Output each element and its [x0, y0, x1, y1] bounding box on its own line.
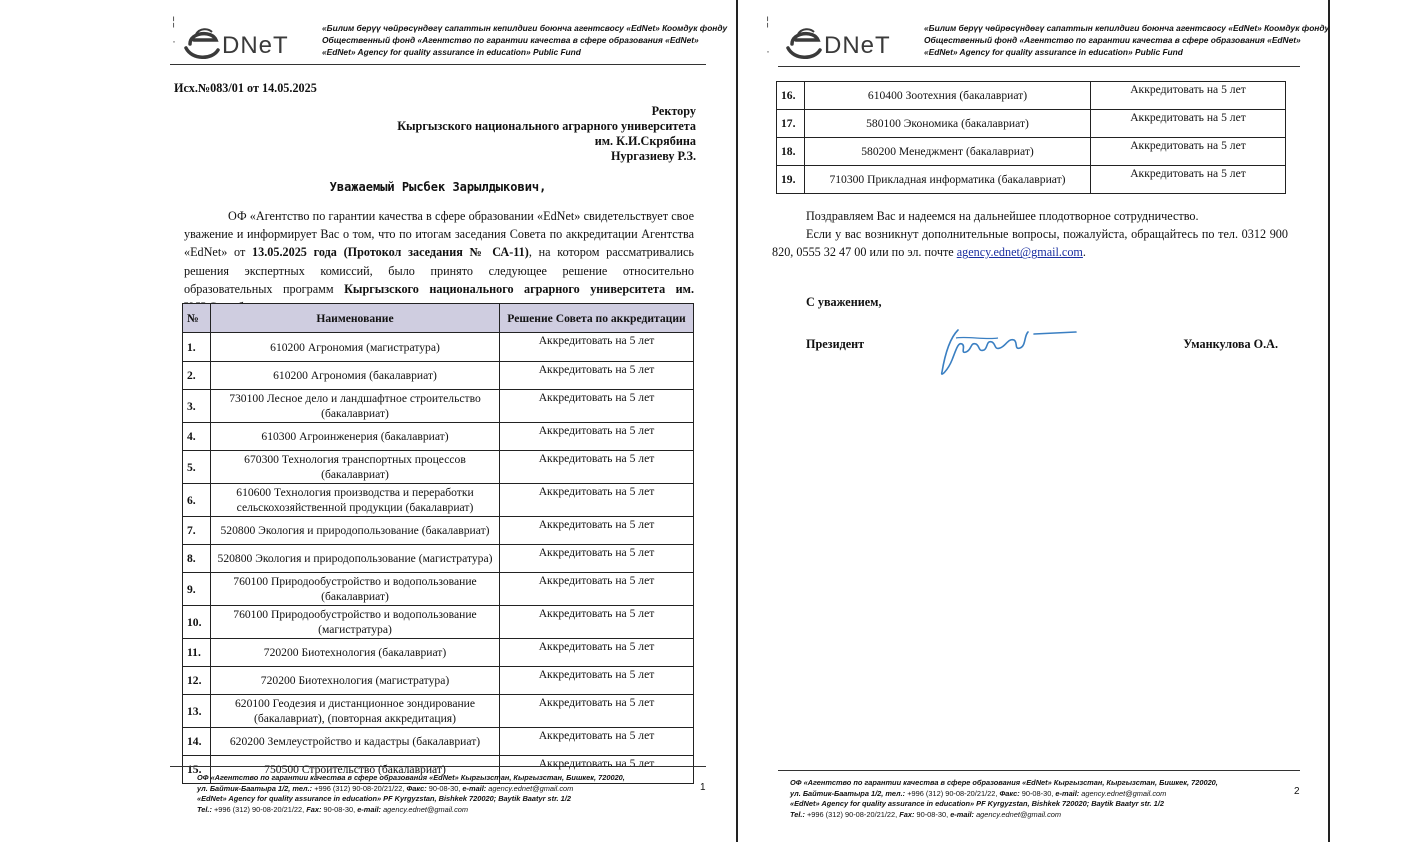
table-row: [183, 451, 694, 484]
accreditation-decision: Аккредитовать на 5 лет: [500, 484, 694, 517]
intro-text: ОФ «Агентство по гарантии качества в сфере образовании «EdNet» свидетельствует свое уважение и информирует Вас о том, что по итогам заседания Совета по аккредитации Агентства «EdNet» от: [184, 209, 694, 260]
table-row: [777, 166, 1286, 194]
footer-divider: [170, 766, 706, 767]
program-name: 610200 Агрономия (магистратура): [211, 333, 500, 362]
outgoing-number: Исх.№083/01 от 14.05.2025: [174, 81, 317, 95]
intro-bold-date: 13.05.2025 года (Протокол заседания № СА-11): [252, 245, 529, 260]
page-number: 1: [700, 782, 706, 793]
row-number: 11.: [183, 639, 211, 667]
accreditation-decision: Аккредитовать на 5 лет: [500, 695, 694, 728]
signer-name: Уманкулова О.А.: [1183, 337, 1278, 351]
org-name-english: «EdNet» Agency for quality assurance in education» Public Fund: [322, 47, 581, 57]
accreditation-decision: Аккредитовать на 5 лет: [500, 517, 694, 545]
intro-bold-university: Кыргызского национального аграрного университета им.: [344, 281, 694, 296]
footer-text: 90-08-30,: [323, 804, 358, 814]
program-name: 670300 Технология транспортных процессов (бакалавриат): [211, 451, 500, 484]
footer-line: «EdNet» Agency for quality assurance in education» PF Kyrgyzstan, Bishkek 720020; Baytik Baatyr str. 1/2: [197, 794, 571, 804]
ednet-logo: [182, 22, 312, 62]
table-row: [777, 138, 1286, 166]
scan-mark: ¦: [766, 14, 770, 28]
letterhead-divider: [778, 66, 1300, 67]
intro-paragraph: [184, 207, 694, 316]
program-name: 610200 Агрономия (бакалавриат): [211, 362, 500, 390]
program-name: 580200 Менеджмент (бакалавриат): [805, 138, 1091, 166]
table-row: [183, 728, 694, 756]
row-number: 8.: [183, 545, 211, 573]
header-decision: Решение Совета по аккредитации: [500, 304, 694, 333]
ednet-logo-icon: [784, 22, 914, 62]
closing-paragraph: Поздравляем Вас и надеемся на дальнейшее плодотворное сотрудничество. Если у вас возникнут дополнительные вопросы, пожалуйста, обращайтесь по тел. 0312 900 820, 0555 32 47 00 или по эл. почте agency.ednet@gmail.com.: [772, 209, 1288, 260]
closing-line: Если у вас возникнут дополнительные вопросы, пожалуйста, обращайтесь по тел. 0312 900 820, 0555 32 47 00 или по эл. почте: [772, 227, 1288, 260]
org-name-kyrgyz: «Билим берүү чөйрөсүндөгү сапаттын кепилдиги боюнча агентсвосу «EdNet» Коомдук фонду: [924, 23, 1330, 33]
letterhead: [182, 18, 728, 66]
email-link[interactable]: agency.ednet@gmail.com: [956, 245, 1083, 260]
salutation: Уважаемый Рысбек Зарылдыкович,: [329, 180, 547, 194]
row-number: 18.: [777, 138, 805, 166]
row-number: 2.: [183, 362, 211, 390]
footer-text: 90-08-30,: [428, 783, 463, 793]
signer-position: Президент: [806, 337, 865, 351]
program-name: 760100 Природообустройство и водопользование (магистратура): [211, 606, 500, 639]
row-number: 3.: [183, 390, 211, 423]
table-row: [183, 695, 694, 728]
table-row: [183, 606, 694, 639]
footer-text: +996 (312) 90-08-20/21/22,: [806, 809, 900, 819]
footer-text: e-mail:: [1055, 788, 1082, 798]
addressee-line: Кыргызского национального аграрного университета: [397, 119, 696, 133]
accreditation-table: [182, 303, 694, 784]
program-name: 610300 Агроинженерия (бакалавриат): [211, 423, 500, 451]
program-name: 750500 Строительство (бакалавриат): [211, 756, 500, 784]
intro-text: , на котором рассматривались решения экспертных комиссий, было принято следующее решение относительно образовательных программ: [184, 245, 694, 296]
header-number: №: [183, 304, 211, 333]
footer-text: ул. Байтик-Баатыра 1/2, тел.:: [197, 783, 315, 793]
table-row: [183, 484, 694, 517]
scan-mark: ·: [766, 44, 770, 58]
document-page-2: [736, 0, 1330, 842]
accreditation-decision: Аккредитовать на 5 лет: [500, 639, 694, 667]
row-number: 15.: [183, 756, 211, 784]
table-row: [183, 573, 694, 606]
accreditation-decision: Аккредитовать на 5 лет: [500, 606, 694, 639]
letterhead: [784, 18, 1330, 66]
organization-names: [322, 22, 727, 58]
table-row: [777, 82, 1286, 110]
footer-text: +996 (312) 90-08-20/21/22,: [907, 788, 1000, 798]
program-name: 720200 Биотехнология (бакалавриат): [211, 639, 500, 667]
svg-text:DNeT: DNeT: [824, 32, 891, 59]
footer-line: ОФ «Агентство по гарантии качества в сфере образования «EdNet» Кыргызстан, Кыргызстан, Бишкек, 720020,: [790, 778, 1218, 788]
program-name: 610400 Зоотехния (бакалавриат): [805, 82, 1091, 110]
footer-text: Факс:: [406, 783, 429, 793]
scan-mark: ¦: [172, 14, 176, 28]
organization-names: [924, 22, 1329, 58]
page-number: 2: [1294, 786, 1300, 797]
footer-text: e-mail:: [462, 783, 489, 793]
program-name: 730100 Лесное дело и ландшафтное строительство (бакалавриат): [211, 390, 500, 423]
table-body: [777, 82, 1286, 194]
program-name: 520800 Экология и природопользование (магистратура): [211, 545, 500, 573]
addressee-line: им. К.И.Скрябина: [594, 134, 696, 148]
accreditation-decision: Аккредитовать на 5 лет: [500, 756, 694, 784]
footer-email: agency.ednet@gmail.com: [488, 783, 574, 793]
footer-text: +996 (312) 90-08-20/21/22,: [314, 783, 407, 793]
accreditation-decision: Аккредитовать на 5 лет: [1091, 82, 1286, 110]
accreditation-decision: Аккредитовать на 5 лет: [500, 423, 694, 451]
program-name: 620100 Геодезия и дистанционное зондирование (бакалавриат), (повторная аккредитация): [211, 695, 500, 728]
footer: [197, 773, 625, 815]
row-number: 12.: [183, 667, 211, 695]
accreditation-decision: Аккредитовать на 5 лет: [500, 333, 694, 362]
program-name: 710300 Прикладная информатика (бакалавриат): [805, 166, 1091, 194]
accreditation-decision: Аккредитовать на 5 лет: [500, 728, 694, 756]
table-row: [183, 423, 694, 451]
accreditation-decision: Аккредитовать на 5 лет: [500, 667, 694, 695]
scan-mark: ·: [172, 34, 176, 48]
footer-line: ОФ «Агентство по гарантии качества в сфере образования «EdNet» Кыргызстан, Кыргызстан, Бишкек, 720020,: [197, 773, 625, 783]
ednet-logo-icon: [182, 22, 312, 62]
table-row: [183, 639, 694, 667]
footer-text: Tel.:: [790, 809, 807, 819]
closing-line: Поздравляем Вас и надеемся на дальнейшее плодотворное сотрудничество.: [806, 209, 1199, 223]
footer-text: Факс:: [999, 788, 1022, 798]
row-number: 7.: [183, 517, 211, 545]
footer-text: Tel.:: [197, 804, 214, 814]
program-name: 620200 Землеустройство и кадастры (бакалавриат): [211, 728, 500, 756]
letterhead-divider: [170, 64, 706, 65]
footer-text: 90-08-30,: [1021, 788, 1056, 798]
addressee-block: [397, 104, 696, 164]
accreditation-decision: Аккредитовать на 5 лет: [1091, 166, 1286, 194]
table-row: [183, 333, 694, 362]
accreditation-decision: Аккредитовать на 5 лет: [500, 545, 694, 573]
table-row: [183, 362, 694, 390]
row-number: 6.: [183, 484, 211, 517]
footer-text: Fax:: [306, 804, 324, 814]
row-number: 10.: [183, 606, 211, 639]
accreditation-decision: Аккредитовать на 5 лет: [500, 573, 694, 606]
table-row: [777, 110, 1286, 138]
accreditation-decision: Аккредитовать на 5 лет: [1091, 110, 1286, 138]
row-number: 13.: [183, 695, 211, 728]
table-row: [183, 390, 694, 423]
program-name: 760100 Природообустройство и водопользование (бакалавриат): [211, 573, 500, 606]
addressee-line: Ректору: [651, 104, 696, 118]
footer-text: 90-08-30,: [916, 809, 951, 819]
footer-email: agency.ednet@gmail.com: [976, 809, 1062, 819]
program-name: 610600 Технология производства и переработки сельскохозяйственной продукции (бакалавриат): [211, 484, 500, 517]
org-name-russian: Общественный фонд «Агентство по гарантии качества в сфере образования «EdNet»: [924, 35, 1301, 45]
row-number: 4.: [183, 423, 211, 451]
row-number: 5.: [183, 451, 211, 484]
footer-text: e-mail:: [950, 809, 977, 819]
handwritten-signature: [936, 320, 1086, 380]
accreditation-decision: Аккредитовать на 5 лет: [500, 390, 694, 423]
footer-text: ул. Байтик-Баатыра 1/2, тел.:: [790, 788, 908, 798]
table-row: [183, 517, 694, 545]
row-number: 14.: [183, 728, 211, 756]
addressee-line: Нургазиеву Р.З.: [610, 149, 696, 163]
table-header-row: [183, 304, 694, 333]
program-name: 520800 Экология и природопользование (бакалавриат): [211, 517, 500, 545]
program-name: 720200 Биотехнология (магистратура): [211, 667, 500, 695]
row-number: 19.: [777, 166, 805, 194]
org-name-russian: Общественный фонд «Агентство по гарантии качества в сфере образования «EdNet»: [322, 35, 699, 45]
footer-line: «EdNet» Agency for quality assurance in education» PF Kyrgyzstan, Bishkek 720020; Baytik Baatyr str. 1/2: [790, 799, 1164, 809]
row-number: 1.: [183, 333, 211, 362]
org-name-english: «EdNet» Agency for quality assurance in education» Public Fund: [924, 47, 1183, 57]
footer-email: agency.ednet@gmail.com: [383, 804, 469, 814]
svg-text:DNeT: DNeT: [222, 32, 289, 59]
footer-divider: [778, 770, 1300, 771]
footer: [790, 778, 1218, 820]
program-name: 580100 Экономика (бакалавриат): [805, 110, 1091, 138]
document-page-1: [142, 0, 734, 842]
accreditation-table-continued: [776, 81, 1286, 194]
table-row: [183, 545, 694, 573]
footer-text: e-mail:: [357, 804, 384, 814]
row-number: 9.: [183, 573, 211, 606]
footer-email: agency.ednet@gmail.com: [1081, 788, 1167, 798]
ednet-logo: [784, 22, 914, 62]
footer-text: Fax:: [899, 809, 917, 819]
table-body: [183, 333, 694, 784]
accreditation-decision: Аккредитовать на 5 лет: [500, 362, 694, 390]
header-name: Наименование: [211, 304, 500, 333]
regards: С уважением,: [806, 295, 882, 309]
org-name-kyrgyz: «Билим берүү чөйрөсүндөгү сапаттын кепилдиги боюнча агентсвосу «EdNet» Коомдук фонду: [322, 23, 728, 33]
footer-text: +996 (312) 90-08-20/21/22,: [213, 804, 307, 814]
row-number: 16.: [777, 82, 805, 110]
accreditation-decision: Аккредитовать на 5 лет: [500, 451, 694, 484]
row-number: 17.: [777, 110, 805, 138]
table-row: [183, 667, 694, 695]
accreditation-decision: Аккредитовать на 5 лет: [1091, 138, 1286, 166]
